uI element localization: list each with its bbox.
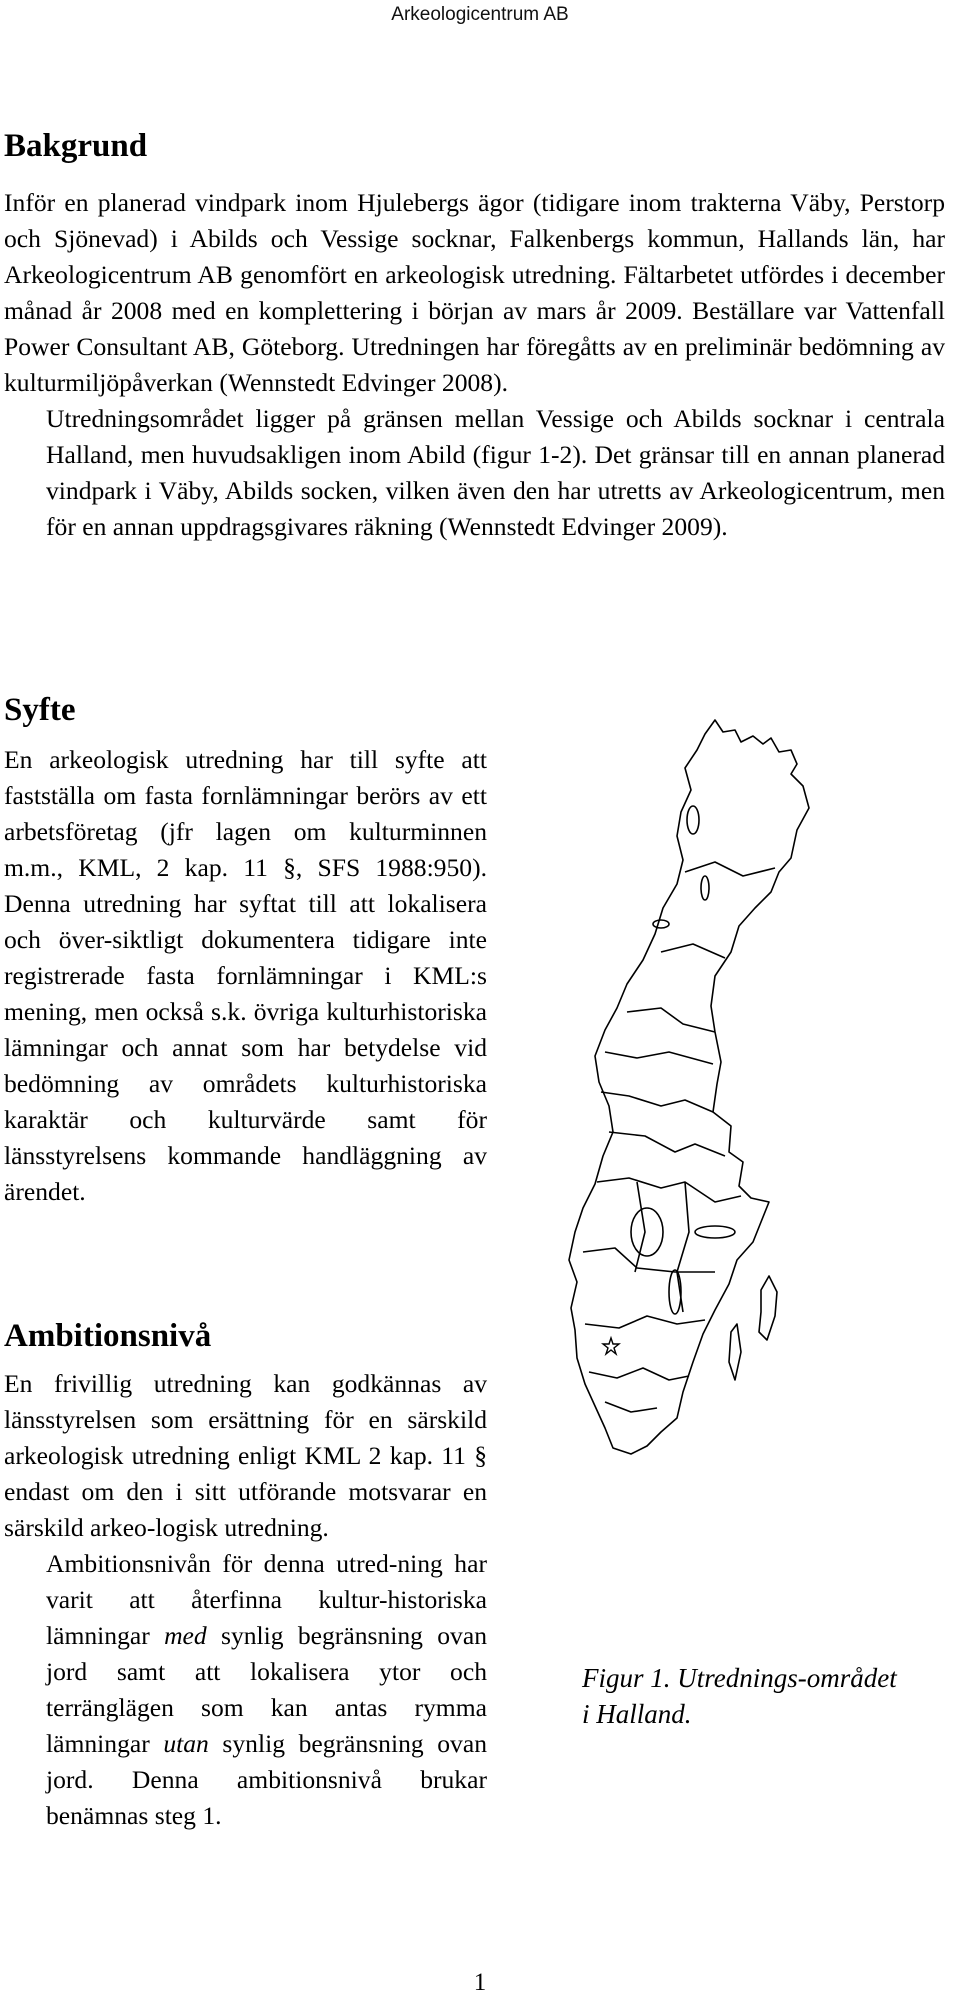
syfte-paragraph-1: En arkeologisk utredning har till syfte att fastställa om fasta fornlämningar berörs av ett arbetsföretag (jfr lagen om kulturminnen m.m., KML, 2 kap. 11 §, SFS 1988:950). Denna utredning har syftat till att lokalisera och över-siktligt dokumentera tidigare inte registrerade fasta fornlämningar i KML:s mening, men också s.k. övriga kulturhistoriska lämningar och annat som har betydelse vid bedömning av områdets kulturhistoriska karaktär och kulturvärde samt för länsstyrelsens kommande handläggning av ärendet.: [4, 745, 487, 1206]
syfte-body: [4, 742, 487, 1210]
bakgrund-paragraph-2: Utredningsområdet ligger på gränsen mellan Vessige och Abilds socknar i centrala Halland, men huvudsakligen inom Abild (figur 1-2). Det gränsar till en annan planerad vindpark i Väby, Abilds socken, vilken även den har utretts av Arkeologicentrum, men för en annan uppdragsgivares räkning (Wennstedt Edvinger 2009).: [46, 404, 945, 541]
heading-syfte: Syfte: [4, 692, 76, 728]
ambitionsniva-p2-part-a: Ambitionsnivån för denna utred-ning har varit att återfinna kultur-historiska lämningar: [46, 1549, 487, 1650]
study-area-star-icon: [603, 1338, 619, 1354]
ambitionsniva-p2-utan: utan: [163, 1729, 209, 1758]
bakgrund-paragraph-1: Inför en planerad vindpark inom Hjulebergs ägor (tidigare inom trakterna Väby, Perstorp och Sjönevad) i Abilds och Vessige socknar, Falkenbergs kommun, Hallands län, har Arkeologicentrum AB genomfört en arkeologisk utredning. Fältarbetet utfördes i december månad år 2008 med en komplettering i början av mars år 2009. Beställare var Vattenfall Power Consultant AB, Göteborg. Utredningen har föregåtts av en preliminär bedömning av kulturmiljöpåverkan (Wennstedt Edvinger 2008).: [4, 188, 945, 397]
ambitionsniva-body: [4, 1366, 487, 1834]
bakgrund-body: [4, 185, 945, 545]
page-number: 1: [473, 1969, 487, 1996]
ambitionsniva-p2-med: med: [164, 1621, 207, 1650]
ambitionsniva-paragraph-1: En frivillig utredning kan godkännas av länsstyrelsen som ersättning för en särskild arkeologisk utredning enligt KML 2 kap. 11 § endast om den i sitt utförande motsvarar en särskild arkeo-logisk utredning.: [4, 1369, 487, 1542]
heading-bakgrund: Bakgrund: [4, 128, 148, 164]
sweden-map: [565, 712, 847, 1528]
ambitionsniva-p2-part-c: synlig begränsning ovan jord. Denna ambitionsnivå brukar benämnas steg 1.: [46, 1729, 487, 1830]
running-header: Arkeologicentrum AB: [391, 4, 569, 25]
figure-caption: Figur 1. Utrednings-området i Halland.: [582, 1663, 897, 1729]
ambitionsniva-paragraph-2: [4, 1546, 487, 1834]
heading-ambitionsniva: Ambitionsnivå: [4, 1318, 212, 1354]
ambitionsniva-p2-part-b: synlig begränsning ovan jord samt att lokalisera ytor och terränglägen som kan antas rymma lämningar: [46, 1621, 487, 1758]
